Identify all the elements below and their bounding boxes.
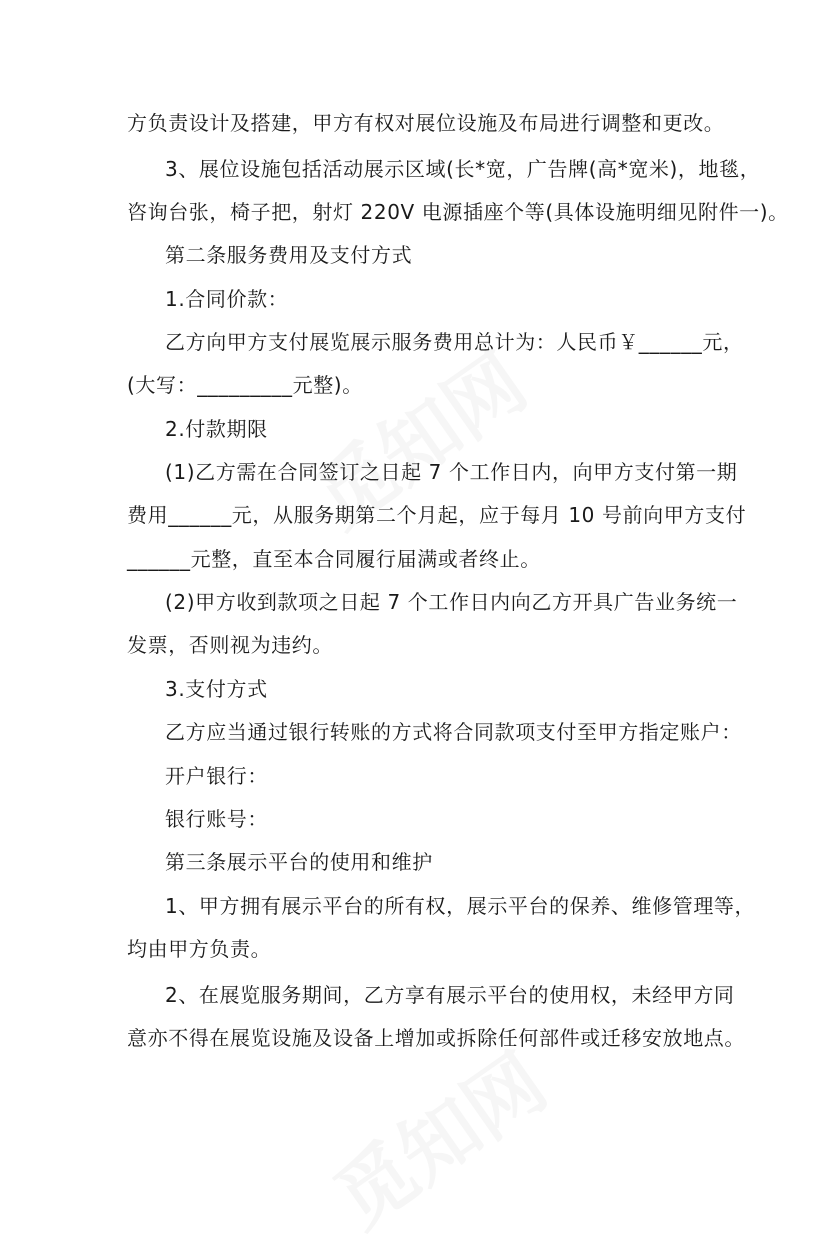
paragraph-line: 乙方应当通过银行转账的方式将合同款项支付至甲方指定账户： [165,720,742,744]
section-heading: 第二条服务费用及支付方式 [165,243,413,267]
paragraph-line: 意亦不得在展览设施及设备上增加或拆除任何部件或迁移安放地点。 [127,1026,745,1050]
paragraph-line: 方负责设计及搭建，甲方有权对展位设施及布局进行调整和更改。 [127,111,725,135]
paragraph-line: (1)乙方需在合同签订之日起 7 个工作日内，向甲方支付第一期 [165,460,738,484]
subsection-heading: 2.付款期限 [165,417,268,441]
paragraph-line: 1、甲方拥有展示平台的所有权，展示平台的保养、维修管理等， [165,894,756,918]
paragraph-line: 2、在展览服务期间，乙方享有展示平台的使用权，未经甲方同 [165,983,735,1007]
paragraph-line: 3、展位设施包括活动展示区域(长*宽，广告牌(高*宽米)，地毯， [165,157,761,181]
paragraph-line: (2)甲方收到款项之日起 7 个工作日内向乙方开具广告业务统一 [165,590,738,614]
paragraph-line: (大写：_________元整)。 [127,373,363,397]
watermark [309,1023,565,1249]
section-heading: 第三条展示平台的使用和维护 [165,850,433,874]
bank-name-label: 开户银行： [165,764,268,788]
paragraph-line: 发票，否则视为违约。 [127,633,333,657]
paragraph-line: 乙方向甲方支付展览展示服务费用总计为：人民币￥______元， [165,330,744,354]
paragraph-line: 咨询台张，椅子把，射灯 220V 电源插座个等(具体设施明细见附件一)。 [127,200,789,224]
subsection-heading: 1.合同价款： [165,287,289,311]
bank-account-label: 银行账号： [165,807,268,831]
paragraph-line: ______元整，直至本合同履行届满或者终止。 [127,547,541,571]
paragraph-line: 均由甲方负责。 [127,937,272,961]
subsection-heading: 3.支付方式 [165,677,268,701]
paragraph-line: 费用______元，从服务期第二个月起，应于每月 10 号前向甲方支付 [127,503,747,527]
